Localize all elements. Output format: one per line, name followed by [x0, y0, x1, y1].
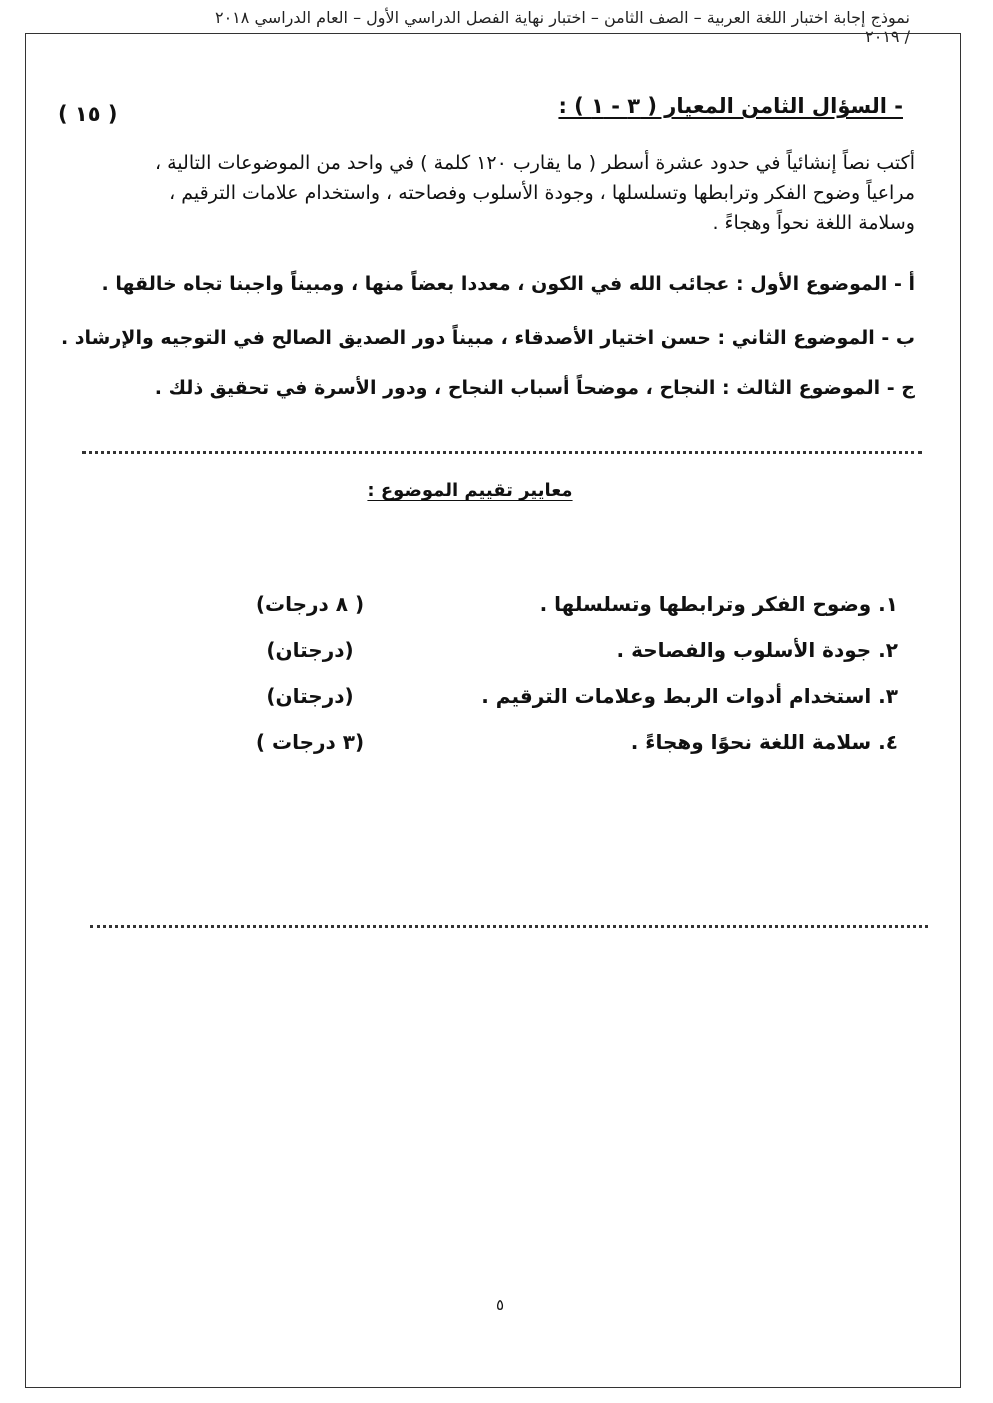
criterion-text: ٢. جودة الأسلوب والفصاحة . [616, 638, 898, 662]
criterion-text: ٤. سلامة اللغة نحوًا وهجاءً . [630, 730, 898, 754]
criteria-title: معايير تقييم الموضوع : [367, 480, 573, 501]
dotted-divider [90, 925, 928, 928]
instructions [75, 148, 915, 238]
page-number: ٥ [495, 1296, 505, 1314]
topic-1: أ - الموضوع الأول : عجائب الله في الكون ، معددا بعضاً منها ، ومبيناً واجبنا تجاه خالقها . [101, 273, 915, 295]
topic-2: ب - الموضوع الثاني : حسن اختيار الأصدقاء ، مبيناً دور الصديق الصالح في التوجيه والإرشاد . [60, 327, 915, 349]
criterion-score: (درجتان) [266, 638, 354, 662]
instruction-line: وسلامة اللغة نحواً وهجاءً . [712, 212, 915, 234]
page-header: نموذج إجابة اختبار اللغة العربية – الصف الثامن – اختبار نهاية الفصل الدراسي الأول – العام الدراسي ٢٠١٨ / ٢٠١٩ [214, 8, 910, 46]
criterion-score: (٣ درجات ) [255, 730, 365, 754]
criterion-score: ( ٨ درجات) [255, 592, 365, 616]
criteria-row [250, 592, 898, 626]
criterion-text: ١. وضوح الفكر وترابطها وتسلسلها . [539, 592, 898, 616]
criteria-row [250, 730, 898, 764]
instruction-line: مراعياً وضوح الفكر وترابطها وتسلسلها ، وجودة الأسلوب وفصاحته ، واستخدام علامات الترقيم ، [169, 182, 915, 204]
instruction-line: أكتب نصاً إنشائياً في حدود عشرة أسطر ( ما يقارب ١٢٠ كلمة ) في واحد من الموضوعات التالية ، [154, 152, 915, 174]
question-score: ( ١٥ ) [58, 102, 118, 126]
question-title: - السؤال الثامن المعيار ( ٣ - ١ ) : [558, 94, 903, 118]
criterion-score: (درجتان) [266, 684, 354, 708]
criteria-row [250, 684, 898, 718]
topic-3: ج - الموضوع الثالث : النجاح ، موضحاً أسباب النجاح ، ودور الأسرة في تحقيق ذلك . [154, 377, 915, 399]
dotted-divider [82, 451, 922, 454]
criteria-row [250, 638, 898, 672]
criterion-text: ٣. استخدام أدوات الربط وعلامات الترقيم . [481, 684, 898, 708]
